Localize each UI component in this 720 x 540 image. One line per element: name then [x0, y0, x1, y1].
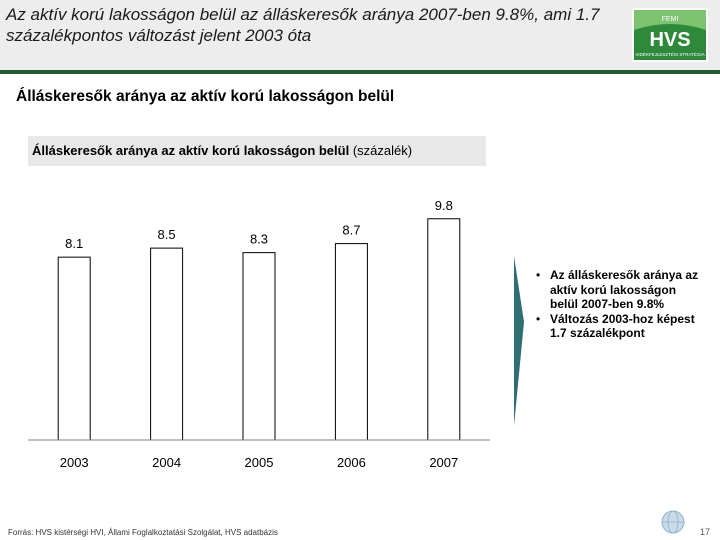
- logo-tagline-text: VIDÉKFEJLESZTÉSI STRATÉGIA: [635, 52, 705, 57]
- bullet-icon: •: [536, 268, 541, 282]
- section-title: Álláskeresők aránya az aktív korú lakosságon belül: [16, 88, 395, 105]
- bar-2007: [428, 219, 460, 440]
- value-label-2007: 9.8: [434, 197, 453, 213]
- value-label-2003: 8.1: [65, 236, 84, 252]
- category-label-2003: 2003: [59, 455, 89, 470]
- bullet-text: Az álláskeresők aránya az aktív korú lakosságon belül 2007-ben 9.8%: [550, 268, 699, 311]
- chart-title-bold: Álláskeresők aránya az aktív korú lakosságon belül: [32, 143, 350, 158]
- bar-2005: [243, 253, 275, 440]
- category-label-2005: 2005: [244, 455, 274, 470]
- bar-2004: [151, 248, 183, 440]
- chevron-arrow-icon: [514, 256, 524, 426]
- value-label-2005: 8.3: [249, 231, 269, 247]
- logo-tag-text: FEMI: [661, 16, 679, 23]
- source-footnote: Forrás: HVS kistérségi HVI, Állami Foglalkoztatási Szolgálat, HVS adatbázis: [8, 528, 278, 537]
- logo-text: HVS: [649, 29, 691, 51]
- chart-title-unit: (százalék): [352, 143, 413, 158]
- value-label-2006: 8.7: [342, 222, 361, 238]
- page-number: 17: [700, 527, 711, 537]
- slide-headline: Az aktív korú lakosságon belül az álláskeresők aránya 2007-ben 9.8%, ami 1.7 százalékpontos változást jelent 2003 óta: [6, 5, 600, 45]
- bar-2006: [335, 244, 367, 440]
- bars-layer: [58, 219, 460, 440]
- bullet-list: [536, 268, 706, 341]
- category-label-2006: 2006: [336, 455, 366, 470]
- bar-2003: [58, 257, 90, 440]
- bullet-icon: •: [536, 311, 541, 326]
- footer-globe-icon: [658, 508, 688, 536]
- category-label-2007: 2007: [429, 455, 459, 470]
- bullet-text: Változás 2003-hoz képest 1.7 százalékpont: [550, 311, 695, 340]
- category-label-2004: 2004: [152, 455, 182, 470]
- value-label-2004: 8.5: [157, 227, 176, 243]
- bullet-item: [536, 312, 706, 341]
- bullet-item: [536, 268, 706, 312]
